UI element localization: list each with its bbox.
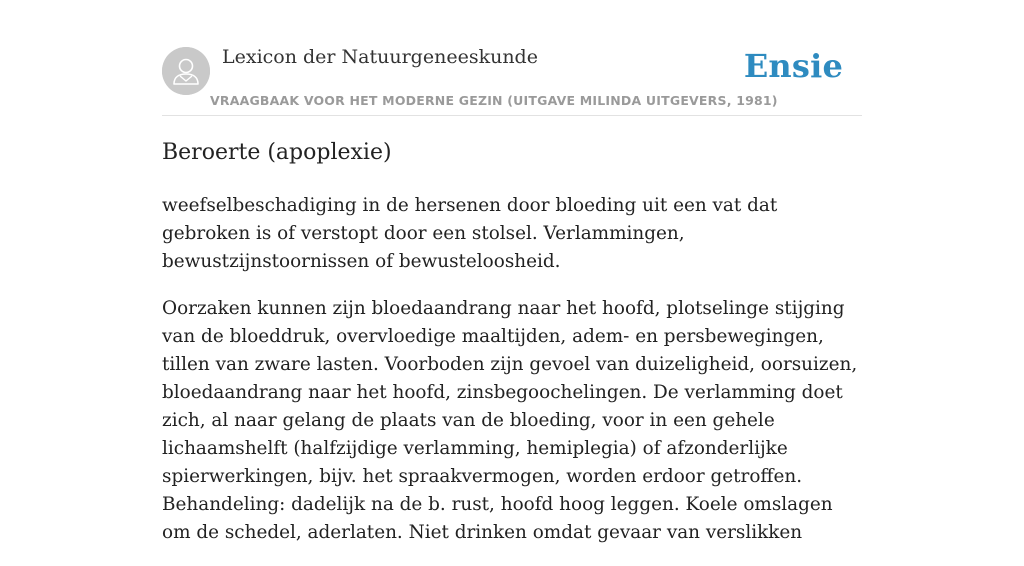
entry-paragraph-2: Oorzaken kunnen zijn bloedaandrang naar het hoofd, plotselinge stijging van de bloeddruk, overvloedige maaltijden, adem- en persbewegingen, tillen van zware lasten. Voorboden zijn gevoel van duizeligheid, oorsuizen, bloedaandrang naar het hoofd, zinsbegoochelingen. De verlamming doet zich, al naar gelang de plaats van de bloeding, voor in een gehele lichaamshelft (halfzijdige verlamming, hemiplegia) of afzonderlijke spierwerkingen, bijv. het spraakvermogen, worden erdoor getroffen. Behandeling: dadelijk na de b. rust, hoofd hoog leggen. Koele omslagen om de schedel, aderlaten. Niet drinken omdat gevaar van verslikken — [162, 298, 858, 543]
source-header — [162, 0, 862, 116]
user-placeholder-icon[interactable] — [162, 47, 210, 95]
entry-paragraph-1: weefselbeschadiging in de hersenen door bloeding uit een vat dat gebroken is of verstopt door een stolsel. Verlammingen, bewustzijnstoornissen of bewusteloosheid. — [162, 195, 778, 272]
source-title-link[interactable]: Lexicon der Natuurgeneeskunde — [222, 46, 538, 68]
entry-content — [162, 192, 864, 566]
entry-title: Beroerte (apoplexie) — [162, 140, 392, 165]
source-subtitle: VRAAGBAAK VOOR HET MODERNE GEZIN (UITGAVE MILINDA UITGEVERS, 1981) — [210, 93, 778, 108]
brand-logo[interactable]: Ensie — [743, 47, 843, 85]
entry-card — [162, 0, 862, 543]
